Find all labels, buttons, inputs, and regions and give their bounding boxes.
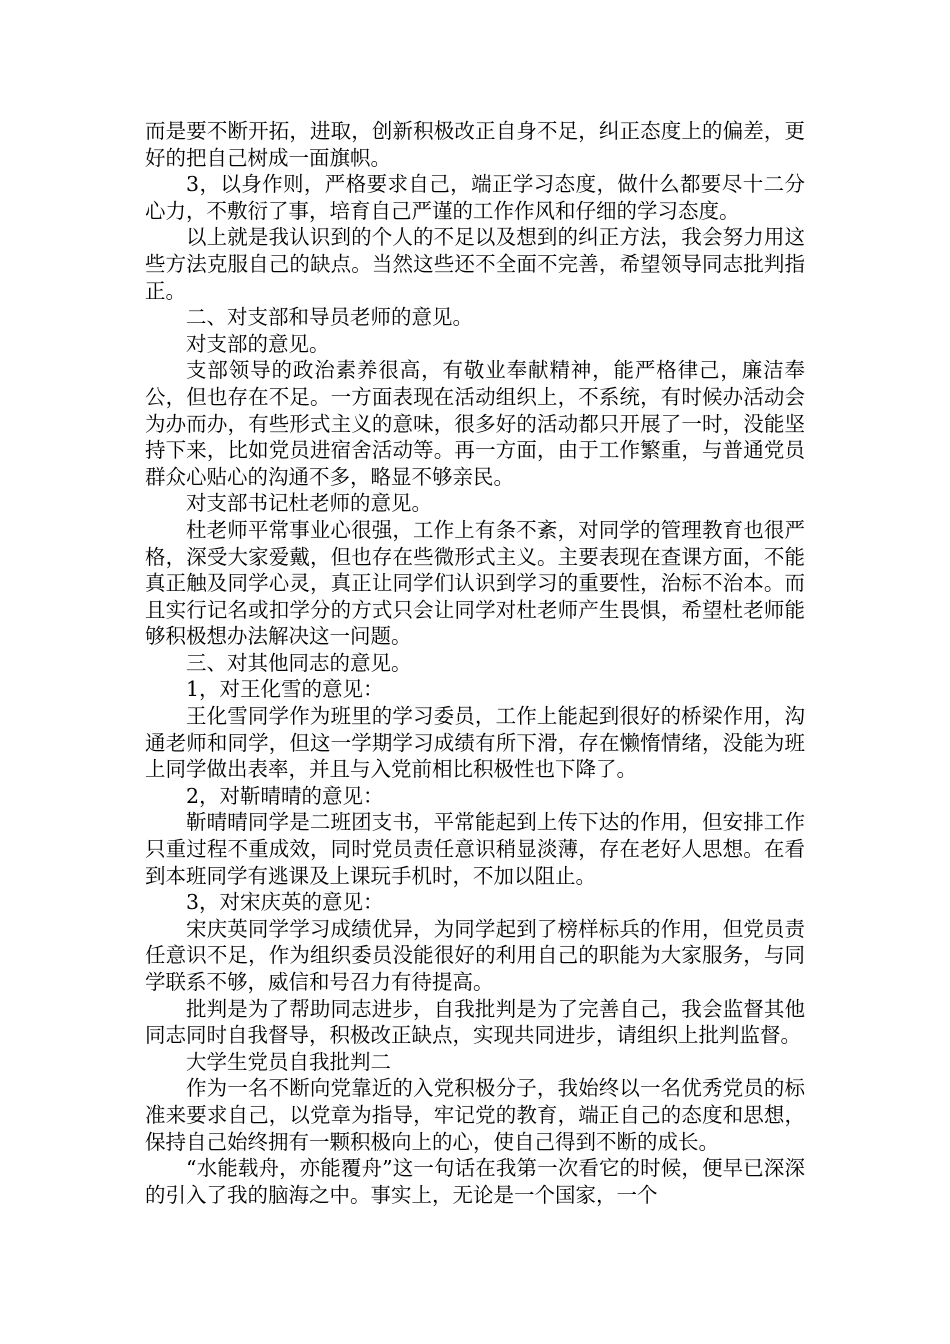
subheading-wang: 1，对王化雪的意见： (186, 677, 384, 702)
paragraph-article2-quote: “水能载舟，亦能覆舟”这一句话在我第一次看它的时候，便早已深深的引入了我的脑海之中。事实上，无论是一个国家，一个 (145, 1156, 805, 1207)
paragraph-conclusion: 批判是为了帮助同志进步，自我批判是为了完善自己，我会监督其他同志同时自我督导，积极改正缺点，实现共同进步，请组织上批判监督。 (145, 996, 805, 1048)
section-heading-2: 二、对支部和导员老师的意见。 (186, 305, 473, 330)
section-heading-3: 三、对其他同志的意见。 (186, 650, 412, 675)
paragraph-1: 而是要不断开拓，进取，创新积极改正自身不足，纠正态度上的偏差，更好的把自己树成一面旗帜。 (145, 119, 805, 170)
paragraph-branch: 支部领导的政治素养很高，有敬业奉献精神，能严格律己，廉洁奉公，但也存在不足。一方面表现在活动组织上，不系统，有时候办活动会为办而办，有些形式主义的意味，很多好的活动都只开展了一时，没能坚持下来，比如党员进宿舍活动等。再一方面，由于工作繁重，与普通党员群众心贴心的沟通不多，略显不够亲民。 (145, 358, 805, 489)
paragraph-secretary: 杜老师平常事业心很强，工作上有条不紊，对同学的管理教育也很严格，深受大家爱戴，但也存在些微形式主义。主要表现在查课方面，不能真正触及同学心灵，真正让同学们认识到学习的重要性，治标不治本。而且实行记名或扣学分的方式只会让同学对杜老师产生畏惧，希望杜老师能够积极想办法解决这一问题。 (145, 517, 805, 649)
paragraph-wang: 王化雪同学作为班里的学习委员，工作上能起到很好的桥梁作用，沟通老师和同学，但这一学期学习成绩有所下滑，存在懒惰情绪，没能为班上同学做出表率，并且与入党前相比积极性也下降了。 (145, 704, 805, 782)
paragraph-2: 3，以身作则，严格要求自己，端正学习态度，做什么都要尽十二分心力，不敷衍了事，培育自己严谨的工作作风和仔细的学习态度。 (145, 172, 805, 223)
paragraph-jin: 靳晴晴同学是二班团支书，平常能起到上传下达的作用，但安排工作只重过程不重成效，同时党员责任意识稍显淡薄，存在老好人思想。在看到本班同学有逃课及上课玩手机时，不加以阻止。 (145, 810, 805, 888)
subheading-song: 3，对宋庆英的意见： (186, 890, 384, 915)
subheading-secretary: 对支部书记杜老师的意见。 (186, 491, 432, 516)
document-page (145, 118, 805, 1208)
subheading-jin: 2，对靳晴晴的意见： (186, 783, 384, 808)
paragraph-article2-intro: 作为一名不断向党靠近的入党积极分子，我始终以一名优秀党员的标准来要求自己，以党章为指导，牢记党的教育，端正自己的态度和思想，保持自己始终拥有一颗积极向上的心，使自己得到不断的成长。 (145, 1076, 805, 1154)
article-title-2: 大学生党员自我批判二 (186, 1049, 391, 1074)
subheading-branch: 对支部的意见。 (186, 331, 330, 356)
paragraph-3: 以上就是我认识到的个人的不足以及想到的纠正方法，我会努力用这些方法克服自己的缺点。当然这些还不全面不完善，希望领导同志批判指正。 (145, 225, 805, 303)
paragraph-song: 宋庆英同学学习成绩优异，为同学起到了榜样标兵的作用，但党员责任意识不足，作为组织委员没能很好的利用自己的职能为大家服务，与同学联系不够，威信和号召力有待提高。 (145, 916, 805, 994)
